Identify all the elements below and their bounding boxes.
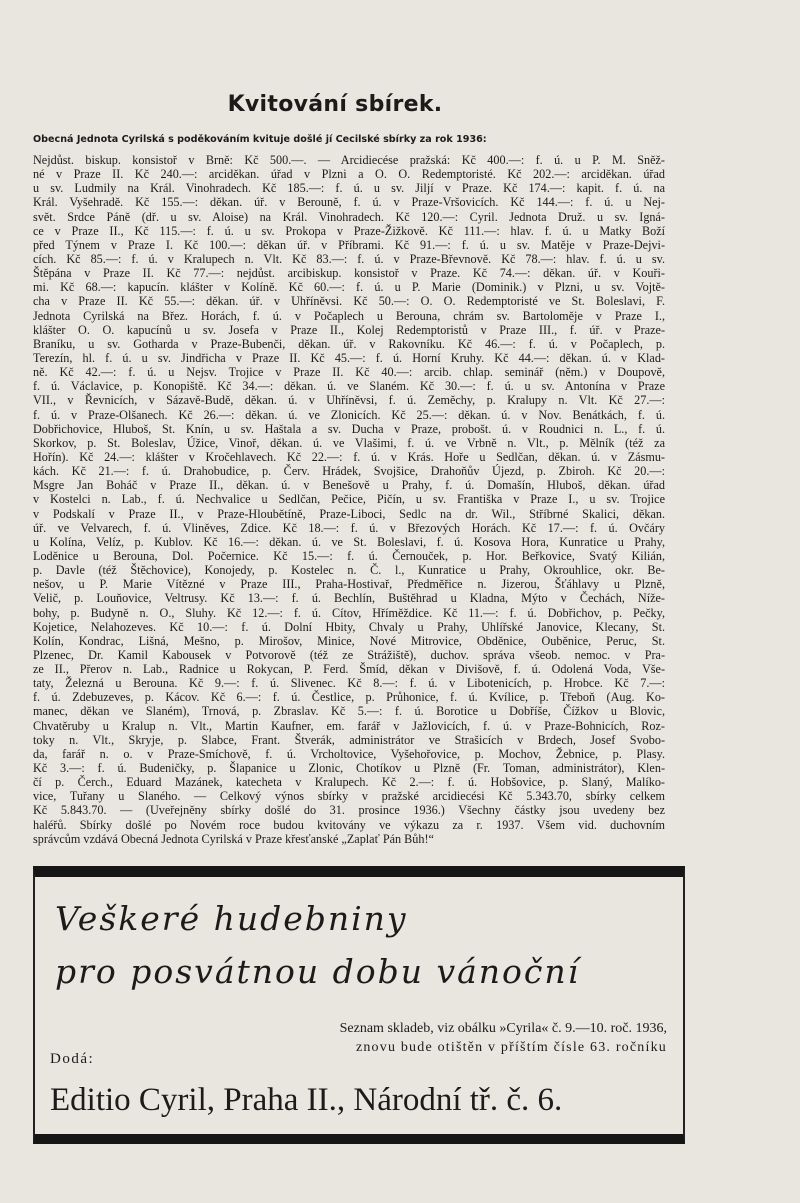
text-line: Kč 3.—: f. ú. Budeničky, p. Šlapanice u Zlonic, Chotíkov u Plzně (Fr. Toman, administrátor), Klen- [33, 761, 665, 776]
text-line: manec, děkan ve Slaném), Trnová, p. Zbraslav. Kč 5.—: f. ú. Borotice u Dobříše, Čížkov u Blovic, [33, 704, 665, 719]
ad-publisher: Editio Cyril, Praha II., Národní tř. č. 6. [50, 1082, 563, 1118]
text-line: cha v Praze II. Kč 55.—: děkan. úř. v Uhříněvsi. Kč 50.—: O. O. Redemptoristé ve St. Boleslavi, F. [33, 294, 665, 309]
text-line: čí p. Čerch., Eduard Mazánek, katecheta v Kralupech. Kč 2.—: f. ú. Hobšovice, p. Slaný, Malíko- [33, 775, 665, 790]
text-line: Hořín). Kč 24.—: klášter v Kročehlavech. Kč 22.—: f. ú. v Krás. Hoře u Sedlčan, děkan. ú. v Zásmu- [33, 449, 665, 464]
text-line: Dobřichovice, Hluboš, St. Knín, u sv. Haštala a sv. Ducha v Praze, probošt. ú. v Roudnici n. L., f. ú. [33, 421, 665, 436]
text-line: Nejdůst. biskup. konsistoř v Brně: Kč 500.—. — Arcidiecése pražská: Kč 400.—: f. ú. u P. M. Sněž- [33, 153, 665, 167]
text-line: taty, Železná u Berouna. Kč 9.—: f. ú. Slivenec. Kč 8.—: f. ú. v Libotenicích, p. Hrobce. Kč 7.—: [33, 676, 665, 691]
text-line: da, farář n. o. v Praze-Smíchově, f. ú. Vrcholtovice, Vyšehořovice, p. Mochov, Žebnice, p. Plasy. [33, 746, 665, 761]
text-line: VII., v Řevnicích, v Sázavě-Budě, děkan. ú. v Uhříněvsi, f. ú. Zeměchy, p. Kralupy n. Vlt. Kč 27.—: [33, 393, 665, 408]
text-line: cích. Kč 85.—: f. ú. v Kralupech n. Vlt. Kč 83.—: f. ú. v Praze-Břevnově. Kč 78.—: hlav. f. ú. u sv. [33, 251, 665, 266]
text-line: mi. Kč 68.—: kapucín. klášter v Kolíně. Kč 60.—: f. ú. u P. Marie (Dominik.) v Plzni, u sv. Vojtě- [33, 280, 665, 295]
text-line: v Kostelci n. Lab., f. ú. Nechvalice u Sedlčan, Pečice, Pičín, u sv. Františka v Praze I., u sv. Trojice [33, 492, 665, 507]
ad-headline-1: Veškeré hudebniny [55, 899, 408, 938]
text-line: Štěpána v Praze II. Kč 77.—: nejdůst. arcibiskup. konsistoř v Praze. Kč 74.—: děkan. úř. v Kouři- [33, 266, 665, 281]
text-line: f. ú. v Praze-Olšanech. Kč 26.—: děkan. ú. ve Zlonicích. Kč 25.—: děkan. ú. v Nov. Benátkách, f. ú. [33, 407, 665, 422]
text-line: Braníku, u sv. Gotharda v Praze-Bubenči, děkan. úř. v Rakovníku. Kč 46.—: f. ú. v Počaplech, p. [33, 336, 665, 351]
text-line: vice, Tuřany u Slaného. — Celkový výnos sbírky v pražské arcidiecési Kč 5.343.70, sbírky celkem [33, 789, 665, 804]
ad-note-2: znovu bude otištěn v příštím čísle 63. ročníku [355, 1040, 667, 1055]
text-line: klášter O. O. kapucínů u sv. Josefa v Praze II., Kolej Redemptoristů v Praze III., f. úř. v Praze- [33, 322, 665, 337]
page-title: Kvitování sbírek. [227, 92, 443, 117]
text-line: Msgre Jan Boháč v Praze II., děkan. ú. v Benešově u Prahy, f. ú. Domašín, Hluboš, děkan. úřad [33, 478, 665, 493]
text-line: Kč 5.843.70. — (Uveřejněny sbírky došlé do 31. prosince 1936.) Všechny částky jsou uvedeny bez [33, 803, 665, 818]
text-line: Loděnice u Berouna, Dol. Počernice. Kč 15.—: f. ú. Černouček, p. Hor. Beřkovice, Svatý Kilián, [33, 548, 665, 563]
ad-note-1: Seznam skladeb, viz obálku »Cyrila« č. 9.—10. roč. 1936, [339, 1021, 667, 1036]
text-line: ně. Kč 42.—: f. ú. u Nejsv. Trojice v Praze II. Kč 40.—: arcib. chlap. seminář (něm.) v Doupově, [33, 365, 665, 380]
text-line: Král. Vyšehradě. Kč 155.—: děkan. úř. v Berouně, f. ú. v Praze-Vršovicích. Kč 144.—: f. ú. u Nej- [33, 195, 665, 210]
text-line: Kojetice, Nelahozeves. Kč 10.—: f. ú. Dolní Hbity, Chvaly u Prahy, Uhlířské Janovice, Klecany, St. [33, 619, 665, 634]
text-line: Jednota Cyrilská na Břez. Horách, f. ú. v Počaplech u Berouna, chrám sv. Bartoloměje v Praze I., [33, 308, 665, 323]
text-line: úř. ve Velvarech, f. ú. Vliněves, Zdice. Kč 18.—: f. ú. v Březových Horách. Kč 17.—: f. ú. Ovčáry [33, 520, 665, 535]
text-line: p. Davle (též Štěchovice), Konojedy, p. Kostelec n. Č. l., Kunratice u Prahy, Okrouhlice, okr. Be- [33, 563, 665, 578]
text-line: kách. Kč 21.—: f. ú. Drahobudice, p. Červ. Hrádek, Svojšice, Drahoňův Újezd, p. Zbiroh. Kč 20.—: [33, 464, 665, 479]
text-line: u sv. Ludmily na Král. Vinohradech. Kč 185.—: f. ú. u sv. Jiljí v Praze. Kč 174.—: kapit. f. ú. na [33, 181, 665, 196]
ad-headline-2: pro posvátnou dobu vánoční [55, 952, 581, 991]
subtitle: Obecná Jednota Cyrilská s poděkováním kvituje došlé jí Cecilské sbírky za rok 1936: [33, 134, 487, 145]
text-line: Kolín, Kondrac, Lišná, Mešno, p. Mirošov, Minice, Nové Mitrovice, Obděnice, Ouběnice, Peruc, St. [33, 633, 665, 648]
text-line: správcům vzdává Obecná Jednota Cyrilská v Praze křesťanské „Zaplať Pán Bůh!“ [33, 831, 434, 846]
text-line: nešov, u P. Marie Vítězné v Praze III., Praha-Hostivař, Předměřice n. Jizerou, Šťáhlavy u Plzně, [33, 577, 665, 592]
ad-supplier-label: Dodá: [50, 1051, 95, 1067]
text-line: před Týnem v Praze I. Kč 100.—: děkan úř. v Příbrami. Kč 91.—: f. ú. u sv. Matěje v Praze-Dejvi- [33, 237, 665, 252]
advertisement-box [33, 866, 685, 1144]
text-line: toky n. Vlt., Skryje, p. Slabce, Frant. Štverák, administrátor ve Strašicích v Brdech, Josef Svobo- [33, 732, 665, 747]
text-line: Plzenec, Dr. Kamil Kabousek v Potvorově (též ze Strážiště), duchov. správa všeob. nemoc. v Pra- [33, 647, 665, 662]
text-line: v Podskalí v Praze II., v Praze-Hloubětíně, Praze-Liboci, Sedlc na dr. Wil., Stříbrné Skalici, děkan. [33, 506, 665, 521]
text-line: u Kolína, Velíz, p. Kublov. Kč 16.—: děkan. ú. ve St. Boleslavi, f. ú. Kosova Hora, Kunratice u Prahy, [33, 534, 665, 549]
text-line: bohy, p. Budyně n. O., Sluhy. Kč 12.—: f. ú. Cítov, Hříměždice. Kč 11.—: f. ú. Dobřichov, p. Pečky, [33, 605, 665, 620]
text-line: f. ú. Zdebuzeves, p. Kácov. Kč 6.—: f. ú. Čestlice, p. Průhonice, f. ú. Kvílice, p. Třeboň (Aug. Ko- [33, 690, 665, 705]
text-line: né v Praze II. Kč 240.—: arciděkan. úřad v Plzni a O. O. Redemptoristé. Kč 202.—: arciděkan. úřad [33, 167, 665, 182]
text-line: Chvatěruby u Kralup n. Vlt., Martin Kaufner, em. farář v Jažlovicích, f. ú. v Praze-Bohnicích, Roz- [33, 718, 665, 733]
donation-list-paragraph [33, 153, 665, 846]
text-line: ce v Praze II., Kč 115.—: f. ú. u sv. Prokopa v Praze-Žižkově. Kč 111.—: hlav. f. ú. u Matky Boží [33, 223, 665, 238]
text-line: svět. Srdce Páně (dř. u sv. Aloise) na Král. Vinohradech. Kč 120.—: Cyril. Jednota Druž. u sv. Igná- [33, 209, 665, 224]
text-line: Velič, p. Louňovice, Veltrusy. Kč 13.—: f. ú. Bechlín, Buštěhrad u Kladna, Mýto v Čechách, Níže- [33, 591, 665, 606]
text-line: Skorkov, p. St. Boleslav, Úžice, Vinoř, děkan. ú. ve Vlašimi, f. ú. ve Vrbně n. Vlt., p. Mělník (též za [33, 435, 665, 450]
text-line: ze II., Přerov n. Lab., Radnice u Rokycan, P. Ferd. Šmíd, děkan v Divišově, f. ú. Odolená Voda, Vše- [33, 662, 665, 677]
text-line: f. ú. Václavice, p. Konopiště. Kč 34.—: děkan. ú. ve Slaném. Kč 30.—: f. ú. u sv. Antonína v Praze [33, 379, 665, 394]
text-line: Terezín, hl. f. ú. u sv. Jindřicha v Praze II. Kč 45.—: f. ú. Horní Kruhy. Kč 44.—: děkan. ú. v Klad- [33, 350, 665, 365]
text-line: haléřů. Sbírky došlé po Novém roce budou kvitovány ve výkazu za r. 1937. Všem vid. duchovním [33, 817, 665, 832]
